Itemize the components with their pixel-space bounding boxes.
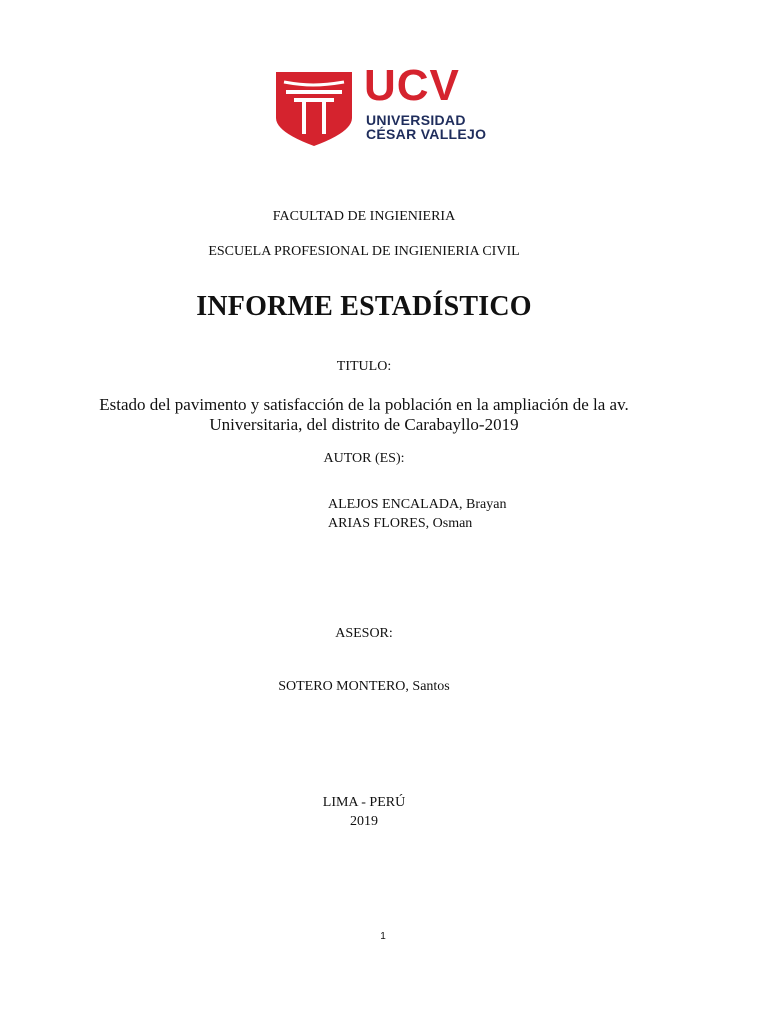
thesis-title-line-2: Universitaria, del distrito de Carabayllo-2019	[209, 415, 519, 434]
authors-label: AUTOR (ES):	[323, 451, 405, 466]
advisor-name: SOTERO MONTERO, Santos	[278, 679, 450, 694]
advisor-label: ASESOR:	[335, 626, 393, 641]
thesis-title	[0, 395, 748, 435]
city-country: LIMA - PERÚ	[322, 795, 406, 810]
logo-university-text: UNIVERSIDAD	[366, 112, 466, 128]
logo-cesar-vallejo-text: CÉSAR VALLEJO	[366, 126, 487, 142]
report-title: INFORME ESTADÍSTICO	[196, 291, 532, 322]
thesis-title-line-1: Estado del pavimento y satisfacción de la población en la ampliación de la av.	[99, 395, 629, 414]
faculty-name: FACULTAD DE INGIENIERIA	[272, 209, 456, 224]
publication-year: 2019	[350, 814, 378, 829]
school-name: ESCUELA PROFESIONAL DE INGIENIERIA CIVIL	[208, 244, 520, 259]
author-name: ARIAS FLORES, Osman	[328, 516, 473, 531]
ucv-shield-icon	[276, 72, 352, 146]
title-label: TITULO:	[336, 359, 392, 374]
logo-ucv-text: UCV	[364, 61, 460, 110]
university-logo	[276, 61, 487, 146]
author-name: ALEJOS ENCALADA, Brayan	[328, 497, 507, 512]
page-number: 1	[380, 931, 386, 942]
